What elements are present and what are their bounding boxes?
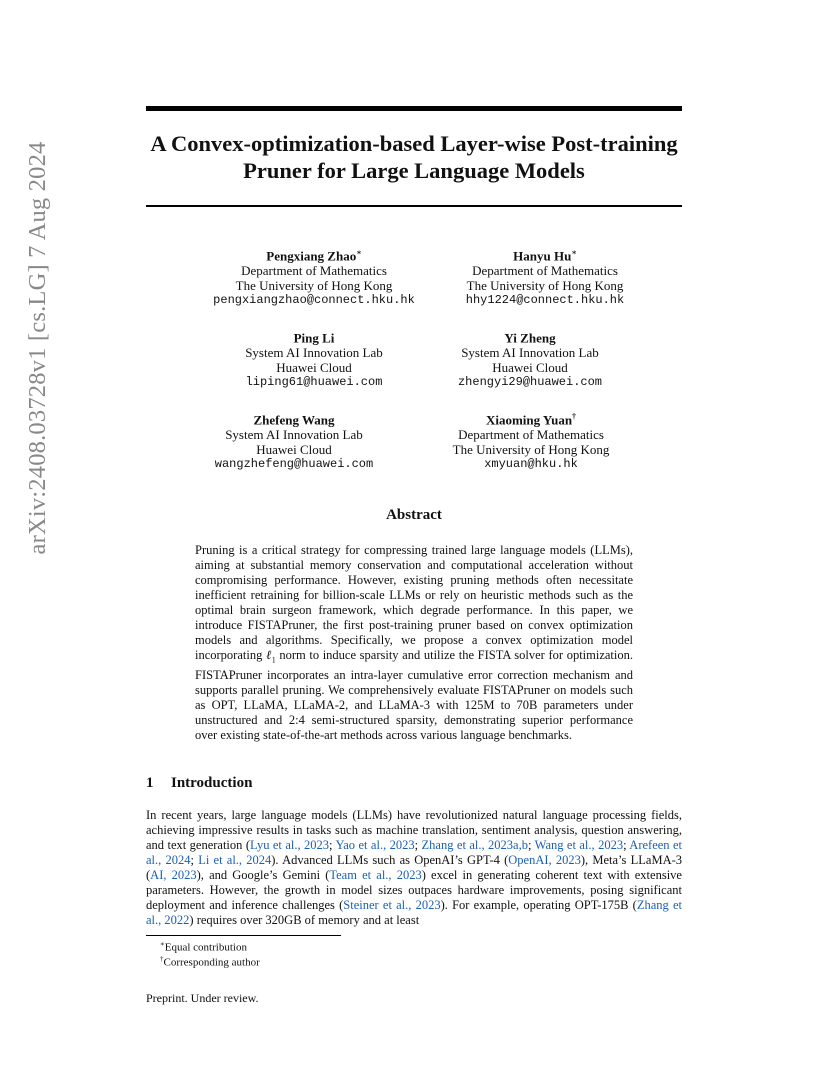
abstract-heading: Abstract [386, 507, 442, 523]
author-affiliation: The University of Hong Kong [466, 278, 624, 294]
author-affiliation: Huawei Cloud [492, 360, 568, 376]
author-name: Yi Zheng [504, 330, 556, 346]
author-affiliation: System AI Innovation Lab [245, 345, 383, 361]
citation-link[interactable]: Arefeen et al., 2024 [146, 838, 682, 867]
author-affiliation: Department of Mathematics [472, 263, 618, 279]
citation-link[interactable]: Zhang et al., 2023a,b [421, 838, 528, 852]
arxiv-watermark: arXiv:2408.03728v1 [cs.LG] 7 Aug 2024 [24, 141, 51, 555]
citation-link[interactable]: AI, 2023 [150, 868, 197, 882]
citation-link[interactable]: Team et al., 2023 [329, 868, 422, 882]
footnote: †Corresponding author [160, 955, 260, 969]
citation-link[interactable]: Zhang et al., 2022 [146, 898, 683, 927]
author-name: Xiaoming Yuan† [485, 412, 577, 428]
author-block [390, 327, 670, 390]
author-affiliation: Department of Mathematics [241, 263, 387, 279]
author-email[interactable]: zhengyi29@huawei.com [457, 375, 603, 390]
author-affiliation: System AI Innovation Lab [225, 427, 363, 443]
author-name: Pengxiang Zhao∗ [266, 248, 362, 264]
citation-link[interactable]: Li et al., 2024 [198, 853, 272, 867]
paper-title [120, 130, 708, 184]
title-bottom-rule [146, 205, 682, 207]
author-affiliation: The University of Hong Kong [452, 442, 610, 458]
footnote: ∗Equal contribution [160, 940, 247, 954]
citation-link[interactable]: OpenAI, 2023 [508, 853, 581, 867]
author-affiliation: The University of Hong Kong [235, 278, 393, 294]
author-affiliation: System AI Innovation Lab [461, 345, 599, 361]
author-affiliation: Huawei Cloud [256, 442, 332, 458]
math-ell: ℓ [265, 648, 272, 662]
author-affiliation: Huawei Cloud [276, 360, 352, 376]
author-email[interactable]: wangzhefeng@huawei.com [214, 457, 374, 472]
author-name: Hanyu Hu∗ [513, 248, 577, 264]
citation-link[interactable]: Lyu et al., 2023 [250, 838, 330, 852]
citation-link[interactable]: Yao et al., 2023 [335, 838, 415, 852]
intro-paragraph: In recent years, large language models (LLMs) have revolutionized natural language processing fields, achieving impressive results in tasks such as machine translation, sentiment analysis, question answering, and text generation (Lyu et al., 2023; Yao et al., 2023; Zhang et al., 2023a,b; Wang et al., 2023; Arefeen et al., 2024; Li et al., 2024). Advanced LLMs such as OpenAI’s GPT-4 (OpenAI, 2023), Meta’s LLaMA-3 (AI, 2023), and Google’s Gemini (Team et al., 2023) excel in generating coherent text with extensive parameters. However, the growth in model sizes outpaces hardware improvements, posing significant deployment and inference challenges (Steiner et al., 2023). For example, operating OPT-175B (Zhang et al., 2022) requires over 320GB of memory and at least [146, 808, 683, 927]
author-block [405, 245, 685, 308]
title-line-2: Pruner for Large Language Models [243, 158, 585, 183]
footnote-rule [146, 935, 341, 936]
author-email[interactable]: xmyuan@hku.hk [484, 457, 578, 472]
author-name: Ping Li [293, 330, 335, 346]
author-email[interactable]: liping61@huawei.com [245, 375, 383, 390]
author-block [391, 409, 671, 472]
author-affiliation: Department of Mathematics [458, 427, 604, 443]
title-line-1: A Convex-optimization-based Layer-wise Post-training [150, 131, 678, 156]
section-heading: 1 Introduction [146, 775, 253, 791]
author-name: Zhefeng Wang [253, 412, 335, 428]
author-email[interactable]: pengxiangzhao@connect.hku.hk [213, 293, 415, 308]
preprint-note: Preprint. Under review. [146, 991, 259, 1005]
abstract-body: Pruning is a critical strategy for compressing trained large language models (LLMs), aiming at substantial memory conservation and computational acceleration without compromising performance. However, existing pruning methods often necessitate inefficient retraining for billion-scale LLMs or rely on heuristic methods such as the optimal brain surgeon framework, which degrade performance. In this paper, we introduce FISTAPruner, the first post-training pruner based on convex optimization models and algorithms. Specifically, we propose a convex optimization model incorporating ℓ$_1$ norm to induce sparsity and utilize the FISTA solver for optimization. FISTAPruner incorporates an intra-layer cumulative error correction mechanism and supports parallel pruning. We comprehensively evaluate FISTAPruner on models such as OPT, LLaMA, LLaMA-2, and LLaMA-3 with 125M to 70B parameters under unstructured and 2:4 semi-structured sparsity, demonstrating superior performance over existing state-of-the-art methods across various language benchmarks. [195, 543, 633, 742]
citation-link[interactable]: Steiner et al., 2023 [343, 898, 441, 912]
author-email[interactable]: hhy1224@connect.hku.hk [465, 293, 625, 308]
title-top-rule [146, 106, 682, 111]
citation-link[interactable]: Wang et al., 2023 [534, 838, 624, 852]
